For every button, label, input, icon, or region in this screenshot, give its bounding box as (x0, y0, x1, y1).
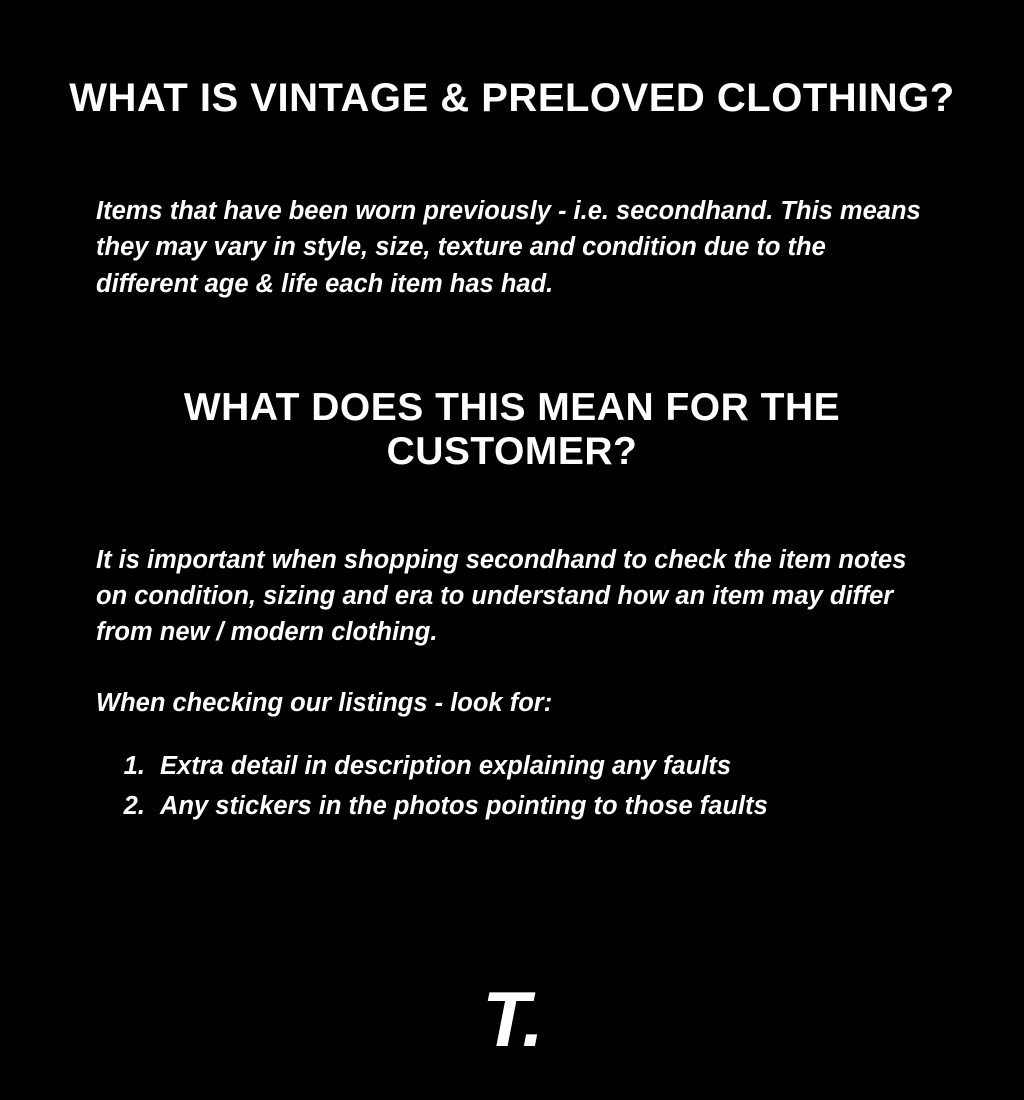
customer-meaning-paragraph: It is important when shopping secondhand to check the item notes on condition, sizing and era to understand how an item may differ from new / modern clothing. (96, 545, 907, 647)
list-item: 2. Any stickers in the photos pointing to those faults (152, 787, 1024, 825)
section-heading-customer: WHAT DOES THIS MEAN FOR THE CUSTOMER? (183, 386, 841, 473)
logo-container (0, 975, 1024, 1063)
list-item: 1. Extra detail in description explaining any faults (152, 747, 1024, 785)
infographic-page (0, 76, 1024, 1100)
brand-logo-icon: T. (482, 975, 542, 1063)
definition-paragraph: Items that have been worn previously - i.e. secondhand. This means they may vary in style, size, texture and condition due to the different age & life each item has had. (96, 196, 921, 298)
page-title: WHAT IS VINTAGE & PRELOVED CLOTHING? (69, 76, 955, 120)
faults-list (0, 747, 1024, 826)
listings-prompt: When checking our listings - look for: (96, 688, 553, 717)
